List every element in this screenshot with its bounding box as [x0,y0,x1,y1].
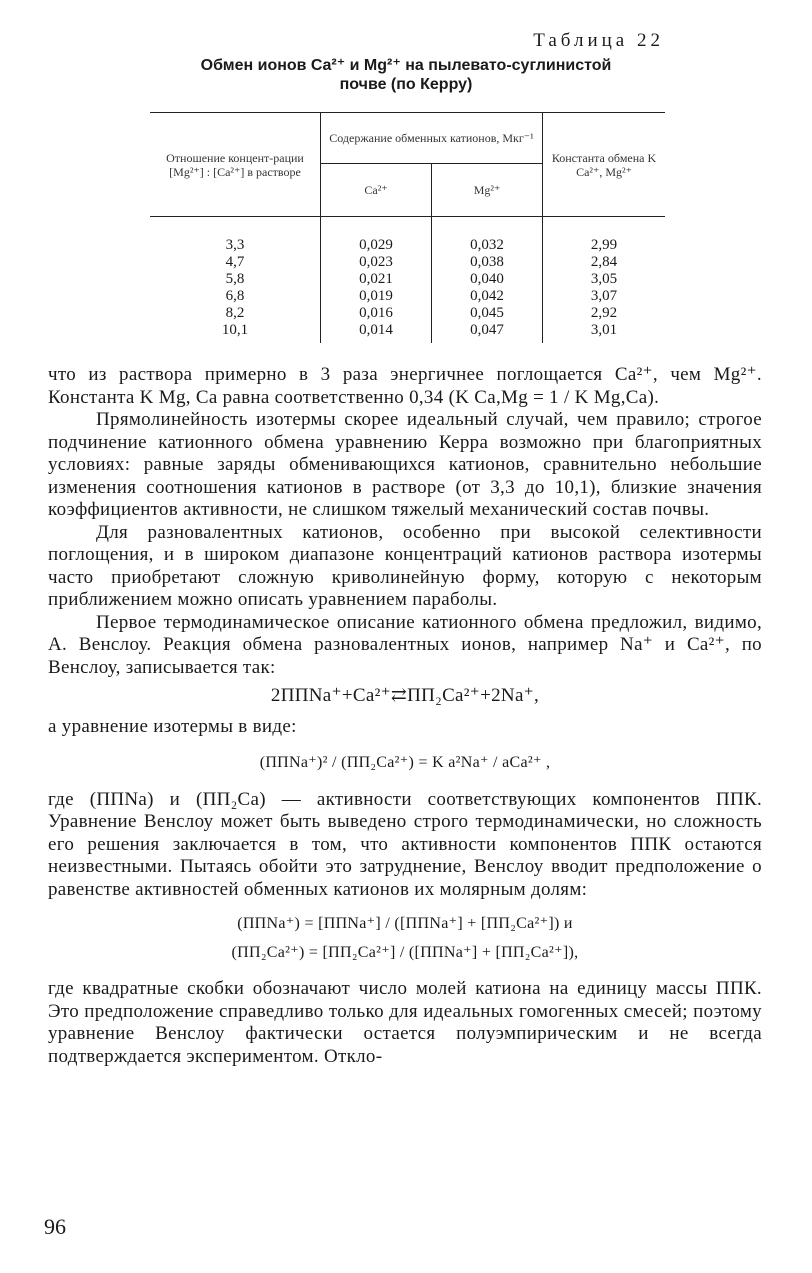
paragraph-4: Первое термодинамическое описание катионного обмена предложил, видимо, А. Венслоу. Реакция обмена разновалентных ионов, например Na⁺ и Ca²⁺, по Венслоу, записывается так: [48,611,762,678]
table-row [150,322,665,343]
table-row [150,254,665,271]
cell-k: 3,01 [590,322,618,338]
table-title-line1: Обмен ионов Ca²⁺ и Mg²⁺ на пылевато-суглинистой [200,57,612,74]
cell-ca: 0,019 [321,288,432,305]
header-ca: Ca²⁺ [321,164,432,217]
cell-ca: 0,021 [321,271,432,288]
cell-k: 2,92 [590,305,618,321]
cell-ratio: 3,3 [150,217,321,255]
equation-isotherm: (ППNa⁺)² / (ПП₂Ca²⁺) = K a²Na⁺ / aCa²⁺ , [259,754,551,771]
cell-k: 2,84 [590,254,618,270]
paragraph-7: где квадратные скобки обозначают число молей катиона на единицу массы ППК. Это предположение справедливо только для идеальных гомогенных смесей; поэтому уравнение Венслоу фактически остается полуэмпирическим и не всегда подтверждается экспериментом. Откло- [48,978,762,1067]
table-title [0,56,812,94]
paragraph-6: где (ППNa) и (ПП₂Ca) — активности соответствующих компонентов ППК. Уравнение Венслоу может быть выведено строго термодинамически, но сложность его решения заключается в том, что активности компонентов ППК остаются неизвестными. Пытаясь обойти это затруднение, Венслоу вводит предположение о равенстве активностей обменных катионов их молярным долям: [48,788,762,900]
cell-mg: 0,047 [432,322,543,343]
cell-k: 3,05 [590,271,618,287]
header-constant: Константа обмена K Ca²⁺, Mg²⁺ [543,113,666,217]
table-row [150,288,665,305]
cell-ratio: 8,2 [150,305,321,322]
table-row [150,271,665,288]
header-ratio: Отношение концент-рации [Mg²⁺] : [Ca²⁺] в растворе [150,113,321,217]
cell-ca: 0,029 [321,217,432,255]
paragraph-2: Прямолинейность изотермы скорее идеальный случай, чем правило; строгое подчинение катионного обмена уравнению Керра возможно при благоприятных условиях: равные заряды обменивающихся катионов, сравнительно небольшие изменения соотношения катионов в растворе (от 3,3 до 10,1), близкие значения коэффициентов активности, не слишком тяжелый механический состав почвы. [48,409,762,520]
cell-ca: 0,016 [321,305,432,322]
cell-mg: 0,032 [432,217,543,255]
cell-k: 3,07 [590,288,618,304]
body-text [48,364,762,1068]
equation-na-fraction: (ППNa⁺) = [ППNa⁺] / ([ППNa⁺] + [ПП₂Ca²⁺]) и [237,915,573,932]
table-row [150,305,665,322]
paragraph-3: Для разновалентных катионов, особенно при высокой селективности поглощения, и в широком диапазоне концентраций катионов раствора изотермы часто приобретают сложную криволинейную форму, которую с некоторым приближением можно описать уравнением параболы. [48,521,762,610]
equation-reaction: 2ППNa⁺+Ca²⁺⇄ПП₂Ca²⁺+2Na⁺, [270,685,540,706]
equation-ca-fraction: (ПП₂Ca²⁺) = [ПП₂Ca²⁺] / ([ППNa⁺] + [ПП₂Ca²⁺]), [231,943,579,961]
cell-k: 2,99 [590,237,618,253]
page-number: 96 [44,1214,66,1239]
cell-ratio: 6,8 [150,288,321,305]
cell-ca: 0,023 [321,254,432,271]
cell-mg: 0,040 [432,271,543,288]
cell-ratio: 5,8 [150,271,321,288]
table-title-line2: почве (по Керру) [339,76,473,93]
cell-mg: 0,045 [432,305,543,322]
header-content: Содержание обменных катионов, Мкг⁻¹ [321,113,543,164]
paragraph-1: что из раствора примерно в 3 раза энергичнее поглощается Ca²⁺, чем Mg²⁺. Константа K Mg, Ca равна соответственно 0,34 (K Ca,Mg = 1 / K Mg,Ca). [48,364,762,408]
cell-mg: 0,042 [432,288,543,305]
header-mg: Mg²⁺ [432,164,543,217]
paragraph-5: а уравнение изотермы в виде: [48,715,297,737]
cell-mg: 0,038 [432,254,543,271]
exchange-table [150,112,665,343]
cell-ca: 0,014 [321,322,432,343]
cell-ratio: 10,1 [150,322,321,343]
table-label: Таблица 22 [533,30,664,51]
cell-ratio: 4,7 [150,254,321,271]
table-row [150,217,665,255]
